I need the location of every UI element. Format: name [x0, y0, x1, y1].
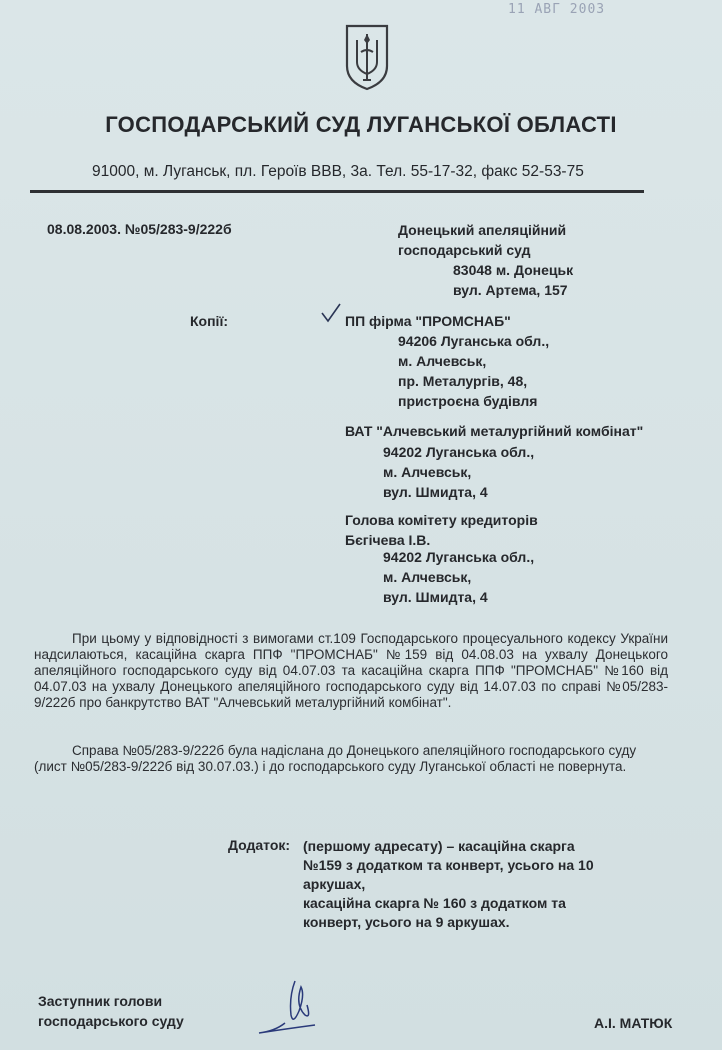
court-title: ГОСПОДАРСЬКИЙ СУД ЛУГАНСЬКОЇ ОБЛАСТІ	[105, 112, 617, 137]
coat-of-arms-icon	[343, 22, 391, 92]
enclosure-line: (першому адресату) – касаційна скарга	[303, 838, 575, 854]
copy-address-line: пр. Металургів, 48,	[398, 373, 528, 389]
copy-name-line: Голова комітету кредиторів	[345, 512, 538, 528]
enclosure-line: №159 з додатком та конверт, усього на 10	[303, 857, 594, 873]
recipient-address-line: вул. Артема, 157	[453, 282, 568, 298]
copy-address-line: вул. Шмидта, 4	[383, 484, 488, 500]
signatory-title	[38, 991, 184, 1031]
copy-address-line: 94202 Луганська обл.,	[383, 549, 535, 565]
copy-name-line: ВАТ "Алчевський металургійний комбінат"	[345, 423, 644, 439]
copies-label: Копії:	[190, 313, 229, 329]
copy-address-line: м. Алчевськ,	[398, 353, 487, 369]
header-divider	[30, 190, 644, 193]
copy-recipient-address	[383, 547, 534, 607]
recipient-address-line: 83048 м. Донецьк	[453, 262, 574, 278]
handwritten-signature	[255, 975, 335, 1037]
signatory-title-line: Заступник голови	[38, 993, 163, 1009]
enclosure-list	[303, 837, 594, 932]
recipient-address	[453, 260, 573, 300]
copy-recipient-name	[345, 311, 511, 331]
recipient-name-line: господарський суд	[398, 242, 531, 258]
enclosure-label: Додаток:	[228, 837, 291, 853]
enclosure-line: касаційна скарга № 160 з додатком та	[303, 895, 566, 911]
copy-recipient-address	[383, 442, 534, 502]
copy-recipient-address	[398, 331, 549, 411]
body-paragraph: Справа №05/283-9/222б була надіслана до Донецького апеляційного господарського суду (лист №05/283-9/222б від 30.07.03.) і до господарського суду Луганської області не повернута.	[34, 743, 637, 774]
court-address: 91000, м. Луганськ, пл. Героїв ВВВ, 3а. Тел. 55-17-32, факс 52-53-75	[92, 163, 584, 180]
copy-address-line: 94206 Луганська обл.,	[398, 333, 550, 349]
copy-address-line: м. Алчевськ,	[383, 464, 472, 480]
copy-recipient-name	[345, 421, 643, 441]
received-stamp: 11 АВГ 2003	[508, 2, 606, 17]
enclosure-line: конверт, усього на 9 аркушах.	[303, 914, 510, 930]
body-paragraph: При цьому у відповідності з вимогами ст.109 Господарського процесуального кодексу України надсилаються, касаційна скарга ППФ "ПРОМСНАБ" №159 від 04.08.03 на ухвалу Донецького апеляційного господарського суду від 04.07.03 та касаційна скарга ППФ "ПРОМСНАБ" №160 від 04.07.03 на ухвалу Донецького апеляційного господарського суду від 14.07.03 по справі №05/283-9/222б про банкрутство ВАТ "Алчевський металургійний комбінат".	[34, 631, 668, 710]
copy-recipient-name	[345, 510, 538, 550]
recipient-name-line: Донецький апеляційний	[398, 222, 567, 238]
signatory-name: А.І. МАТЮК	[594, 1015, 673, 1031]
copy-address-line: пристроєна будівля	[398, 393, 538, 409]
recipient-name	[398, 220, 566, 260]
copy-address-line: 94202 Луганська обл.,	[383, 444, 535, 460]
signatory-title-line: господарського суду	[38, 1013, 184, 1029]
reference-number: 08.08.2003. №05/283-9/222б	[47, 221, 232, 237]
copy-name-line: ПП фірма "ПРОМСНАБ"	[345, 313, 511, 329]
copy-address-line: м. Алчевськ,	[383, 569, 472, 585]
copy-address-line: вул. Шмидта, 4	[383, 589, 488, 605]
checkmark-icon	[320, 302, 342, 324]
enclosure-line: аркушах,	[303, 876, 366, 892]
copy-name-line: Бєгічева І.В.	[345, 532, 431, 548]
